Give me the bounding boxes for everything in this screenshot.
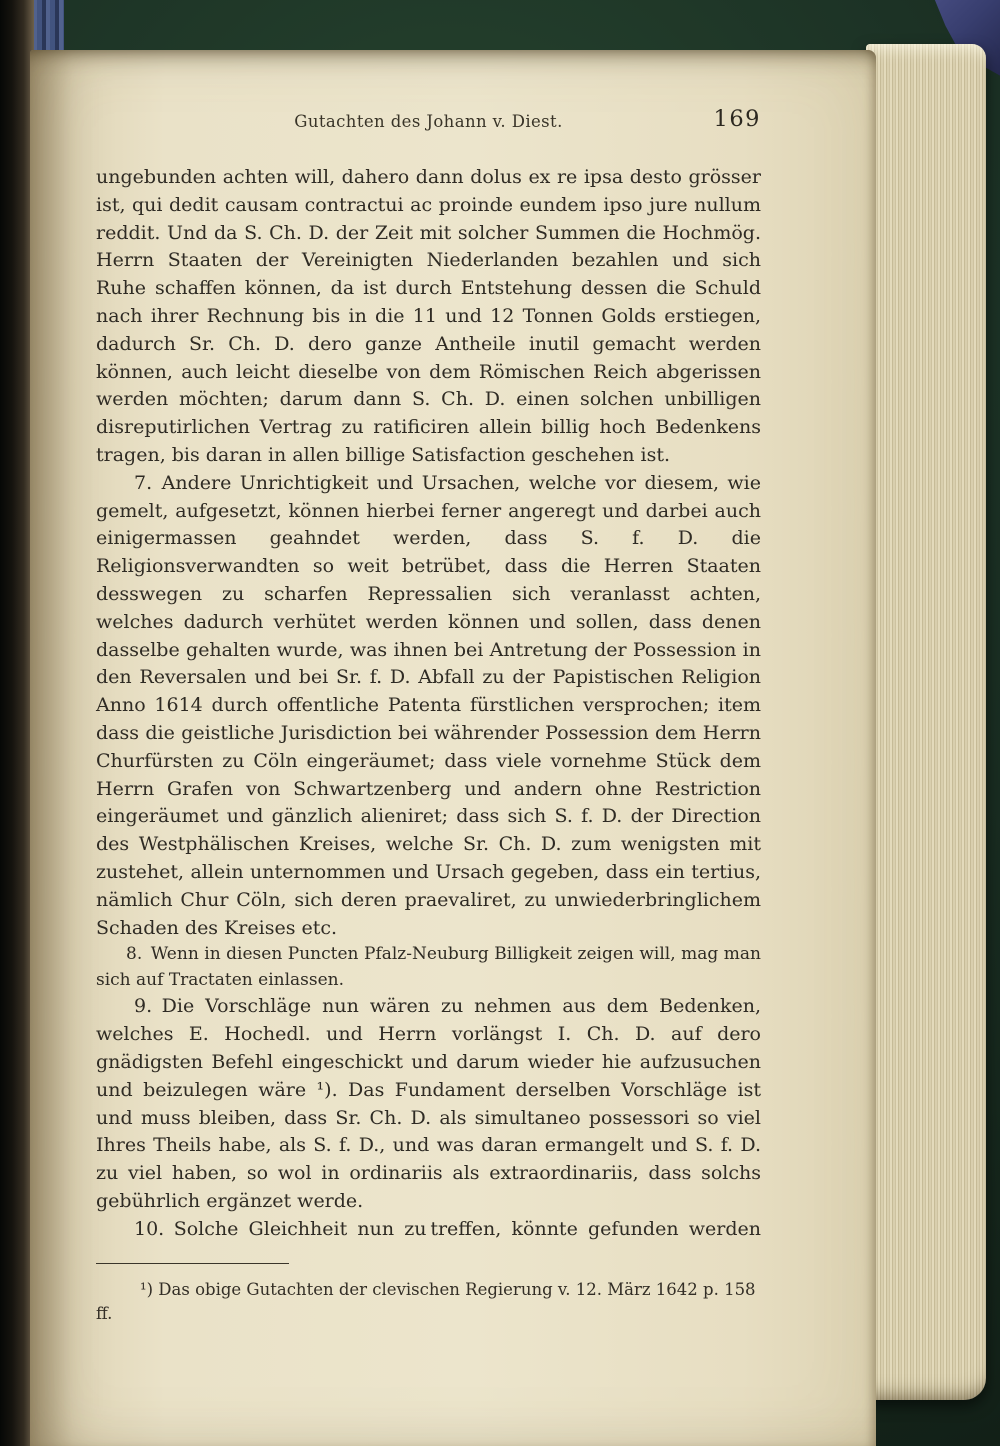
page-content	[96, 50, 761, 1326]
footnote: ¹) Das obige Gutachten der clevischen Regierung v. 12. März 1642 p. 158 ff.	[96, 1280, 756, 1324]
paragraph-10: 10. Solche Gleichheit nun zu treffen, könnte gefunden werden	[134, 1217, 761, 1240]
book-spine	[0, 0, 34, 1446]
paragraph-8: 8. Wenn in diesen Puncten Pfalz-Neuburg Billigkeit zeigen will, mag man sich auf Tractaten einlassen.	[96, 944, 761, 990]
page-number: 169	[713, 106, 761, 132]
running-header	[96, 106, 761, 142]
paragraph-9: 9. Die Vorschläge nun wären zu nehmen aus dem Bedenken, welches E. Hochedl. und Herrn vorlängst I. Ch. D. auf dero gnädigsten Befehl eingeschickt und darum wieder hie aufzusuchen und beizulegen wäre ¹). Das Fundament derselben Vorschläge ist und muss bleiben, dass Sr. Ch. D. als simultaneo possessori so viel Ihres Theils habe, als S. f. D., und was daran ermangelt und S. f. D. zu viel haben, so wol in ordinariis als extraordinariis, dass solchs gebührlich ergänzet werde.	[96, 995, 761, 1212]
body-text	[96, 164, 761, 1243]
page-edge-stack	[866, 44, 986, 1400]
running-title: Gutachten des Johann v. Diest.	[294, 112, 563, 131]
footnote-rule	[96, 1263, 289, 1264]
scanned-page	[30, 50, 876, 1446]
paragraph-7: 7. Andere Unrichtigkeit und Ursachen, welche vor diesem, wie gemelt, aufgesetzt, können hierbei ferner angeregt und darbei auch einigermassen geahndet werden, dass S. f. D. die Religionsverwandten so weit betrübet, dass die Herren Staaten desswegen zu scharfen Repressalien sich veranlasst achten, welches dadurch verhütet werden können und sollen, dass denen dasselbe gehalten wurde, was ihnen bei Antretung der Possession in den Reversalen und bei Sr. f. D. Abfall zu der Papistischen Religion Anno 1614 durch offentliche Patenta fürstlichen versprochen; item dass die geistliche Jurisdiction bei währender Possession dem Herrn Churfürsten zu Cöln eingeräumet; dass viele vornehme Stück dem Herrn Grafen von Schwartzenberg und andern ohne Restriction eingeräumet und gänzlich alieniret; dass sich S. f. D. der Direction des Westphälischen Kreises, welche Sr. Ch. D. zum wenigsten mit zustehet, allein unternommen und Ursach gegeben, dass ein tertius, nämlich Chur Cöln, sich deren praevaliret, zu unwiederbringlichem Schaden des Kreises etc.	[96, 471, 761, 939]
paragraph-continuation: ungebunden achten will, dahero dann dolus ex re ipsa desto grösser ist, qui dedit causam contractui ac proinde eundem ipso jure nullum reddit. Und da S. Ch. D. der Zeit mit solcher Summen die Hochmög. Herrn Staaten der Vereinigten Niederlanden bezahlen und sich Ruhe schaffen können, da ist durch Entstehung dessen die Schuld nach ihrer Rechnung bis in die 11 und 12 Tonnen Golds erstiegen, dadurch Sr. Ch. D. dero ganze Antheile inutil gemacht werden können, auch leicht dieselbe von dem Römischen Reich abgerissen werden möchten; darum dann S. Ch. D. einen solchen unbilligen disreputirlichen Vertrag zu ratificiren allein billig hoch Bedenkens tragen, bis daran in allen billige Satisfaction geschehen ist.	[96, 166, 761, 466]
